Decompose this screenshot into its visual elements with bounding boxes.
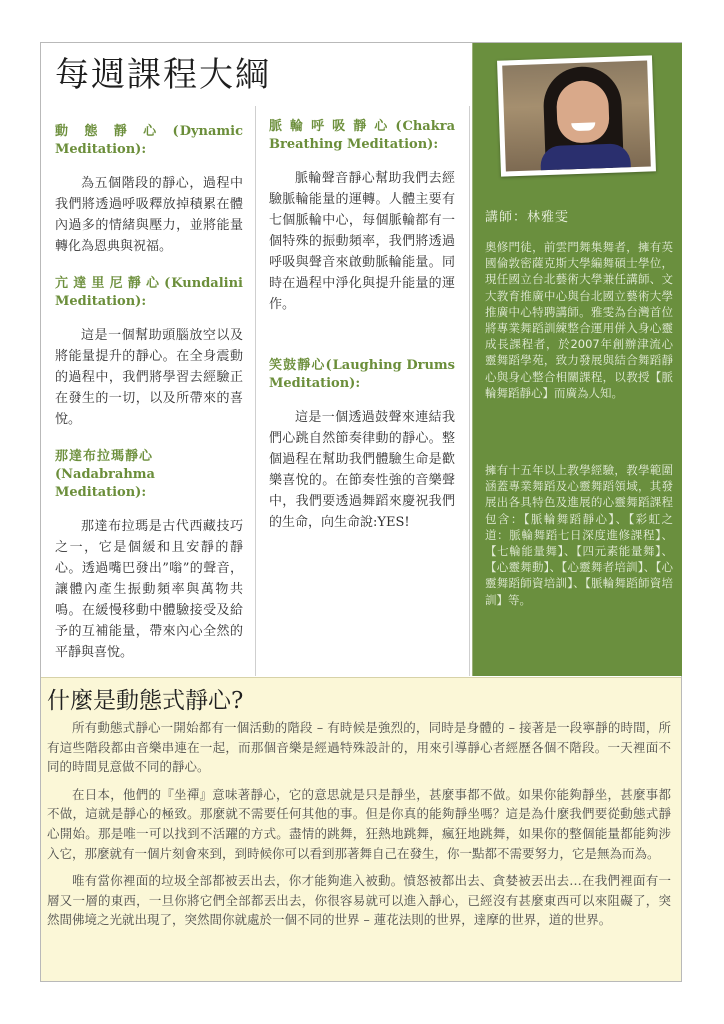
course-title-zh: 脈輪呼吸靜心( (269, 119, 403, 134)
course-kundalini (55, 275, 243, 430)
course-title (55, 123, 243, 159)
intro-title: 什麼是動態式靜心? (47, 688, 244, 714)
course-dynamic (55, 123, 243, 257)
page-title: 每週課程大綱 (55, 55, 271, 95)
course-laughing-drums (269, 357, 455, 533)
intro-paragraph: 在日本，他們的『坐禪』意味著靜心，它的意思就是只是靜坐，甚麼事都不做。如果你能夠靜坐，甚麼事都不做，這就是靜心的極致。那麼就不需要任何其他的事。但是你真的能夠靜坐嗎？這是為什麼我們要從動態式靜心開始。那是唯一可以找到不活躍的方式。盡情的跳舞，狂熱地跳舞，瘋狂地跳舞，如果你的整個能量都能夠涉入它，那麼就有一個片刻會來到，到時候你可以看到那著舞自己在發生，你一點都不需要努力，它是無為而為。 (47, 786, 671, 861)
spacer (269, 333, 455, 357)
teacher-panel (472, 43, 682, 676)
teacher-photo (497, 55, 656, 176)
course-title-zh: 那達布拉瑪靜心 (55, 449, 154, 464)
intro-paragraph: 唯有當你裡面的垃圾全部都被丟出去，你才能夠進入被動。憤怒被都出去、貪婪被丟出去…在我們裡面有一層又一層的東西，一旦你將它們全部都丟出去，你很容易就可以進入靜心，已經沒有甚麼東西可以來阻礙了，突然間佛境之光就出現了，突然間你就處於一個不同的世界 – 蓮花法則的世界，達摩的世界，道的世界。 (47, 873, 671, 928)
course-description: 脈輪聲音靜心幫助我們去經驗脈輪能量的運轉。人體主要有七個脈輪中心，每個脈輪都有一個特殊的振動頻率，我們將透過呼吸與聲音來啟動脈輪能量。同時在過程中淨化與提升能量的運作。 (269, 171, 455, 312)
teacher-name: 講師：林雅雯 (485, 210, 570, 225)
course-title-zh: 動態靜心( (55, 124, 180, 139)
course-description: 這是一個透過鼓聲來連結我們心跳自然節奏律動的靜心。整個過程在幫助我們體驗生命是歡樂喜悅的。在節奏性強的音樂聲中，我們要透過舞蹈來慶祝我們的生命，向生命說:YES! (269, 410, 455, 530)
course-title-en: (Nadabrahma Meditation): (55, 467, 155, 500)
course-title-en: Kundalini Meditation): (55, 276, 243, 309)
course-description: 那達布拉瑪是古代西藏技巧之一，它是個緩和且安靜的靜心。透過嘴巴發出”嗡”的聲音，讓體內產生振動頻率與萬物共鳴。在緩慢移動中體驗接受及給予的互補能量，帶來內心全然的平靜與喜悅。 (55, 519, 243, 660)
teacher-portrait-image (502, 61, 651, 172)
teacher-experience: 擁有十五年以上教學經驗，教學範圍涵蓋專業舞蹈及心靈舞蹈領域，其發展出各具特色及進展的心靈舞蹈課程包含：【脈輪舞蹈靜心】、【彩虹之道：脈輪舞蹈七日深度進修課程】、【七輪能量舞】、【四元素能量舞】、【心靈舞動】、【心靈舞者培訓】、【心靈舞蹈師資培訓】、【脈輪舞蹈師資培訓】等。 (485, 463, 673, 607)
intro-paragraph: 所有動態式靜心一開始都有一個活動的階段 – 有時候是強烈的，同時是身體的 – 接著是一段寧靜的時間，所有這些階段都由音樂串連在一起，而那個音樂是經過特殊設計的，用來引導靜心者經歷各個不階段。一天裡面不同的時間見意做不同的靜心。 (47, 720, 671, 775)
course-title-en: Chakra Breathing Meditation): (269, 119, 455, 152)
course-title-zh: 亢達里尼靜心( (55, 276, 172, 291)
course-nadabrahma (55, 448, 243, 663)
left-column (55, 123, 243, 681)
middle-column (269, 118, 455, 551)
course-title-en: Dynamic Meditation): (55, 124, 243, 157)
course-description: 為五個階段的靜心，過程中我們將透過呼吸釋放掉積累在體內過多的情緒與壓力，並將能量轉化為恩典與祝福。 (55, 176, 243, 254)
course-title (55, 448, 243, 502)
course-description: 這是一個幫助頭腦放空以及將能量提升的靜心。在全身震動的過程中，我們將學習去經驗正在發生的一切，以及所帶來的喜悅。 (55, 328, 243, 427)
portrait-face (556, 80, 610, 144)
course-title (55, 275, 243, 311)
course-chakra (269, 118, 455, 315)
teacher-bio: 奧修門徒，前雲門舞集舞者，擁有英國倫敦密薩克斯大學編舞碩士學位，現任國立台北藝術大學兼任講師、文大教育推廣中心與台北國立藝術大學推廣中心特聘講師。雅雯為台灣首位將專業舞蹈訓練整合運用併入身心靈成長課程者，於2007年創辦津流心靈舞蹈學苑，致力發展與結合舞蹈靜心與身心整合相關課程，以教授【脈輪舞蹈靜心】而廣為人知。 (485, 240, 673, 400)
column-divider (255, 106, 256, 676)
column-divider (469, 106, 470, 676)
course-title-en: Laughing Drums Meditation): (269, 358, 455, 391)
course-title (269, 357, 455, 393)
intro-section (41, 677, 681, 981)
course-title-zh: 笑鼓靜心( (269, 358, 333, 373)
course-title (269, 118, 455, 154)
portrait-scarf (540, 143, 631, 171)
